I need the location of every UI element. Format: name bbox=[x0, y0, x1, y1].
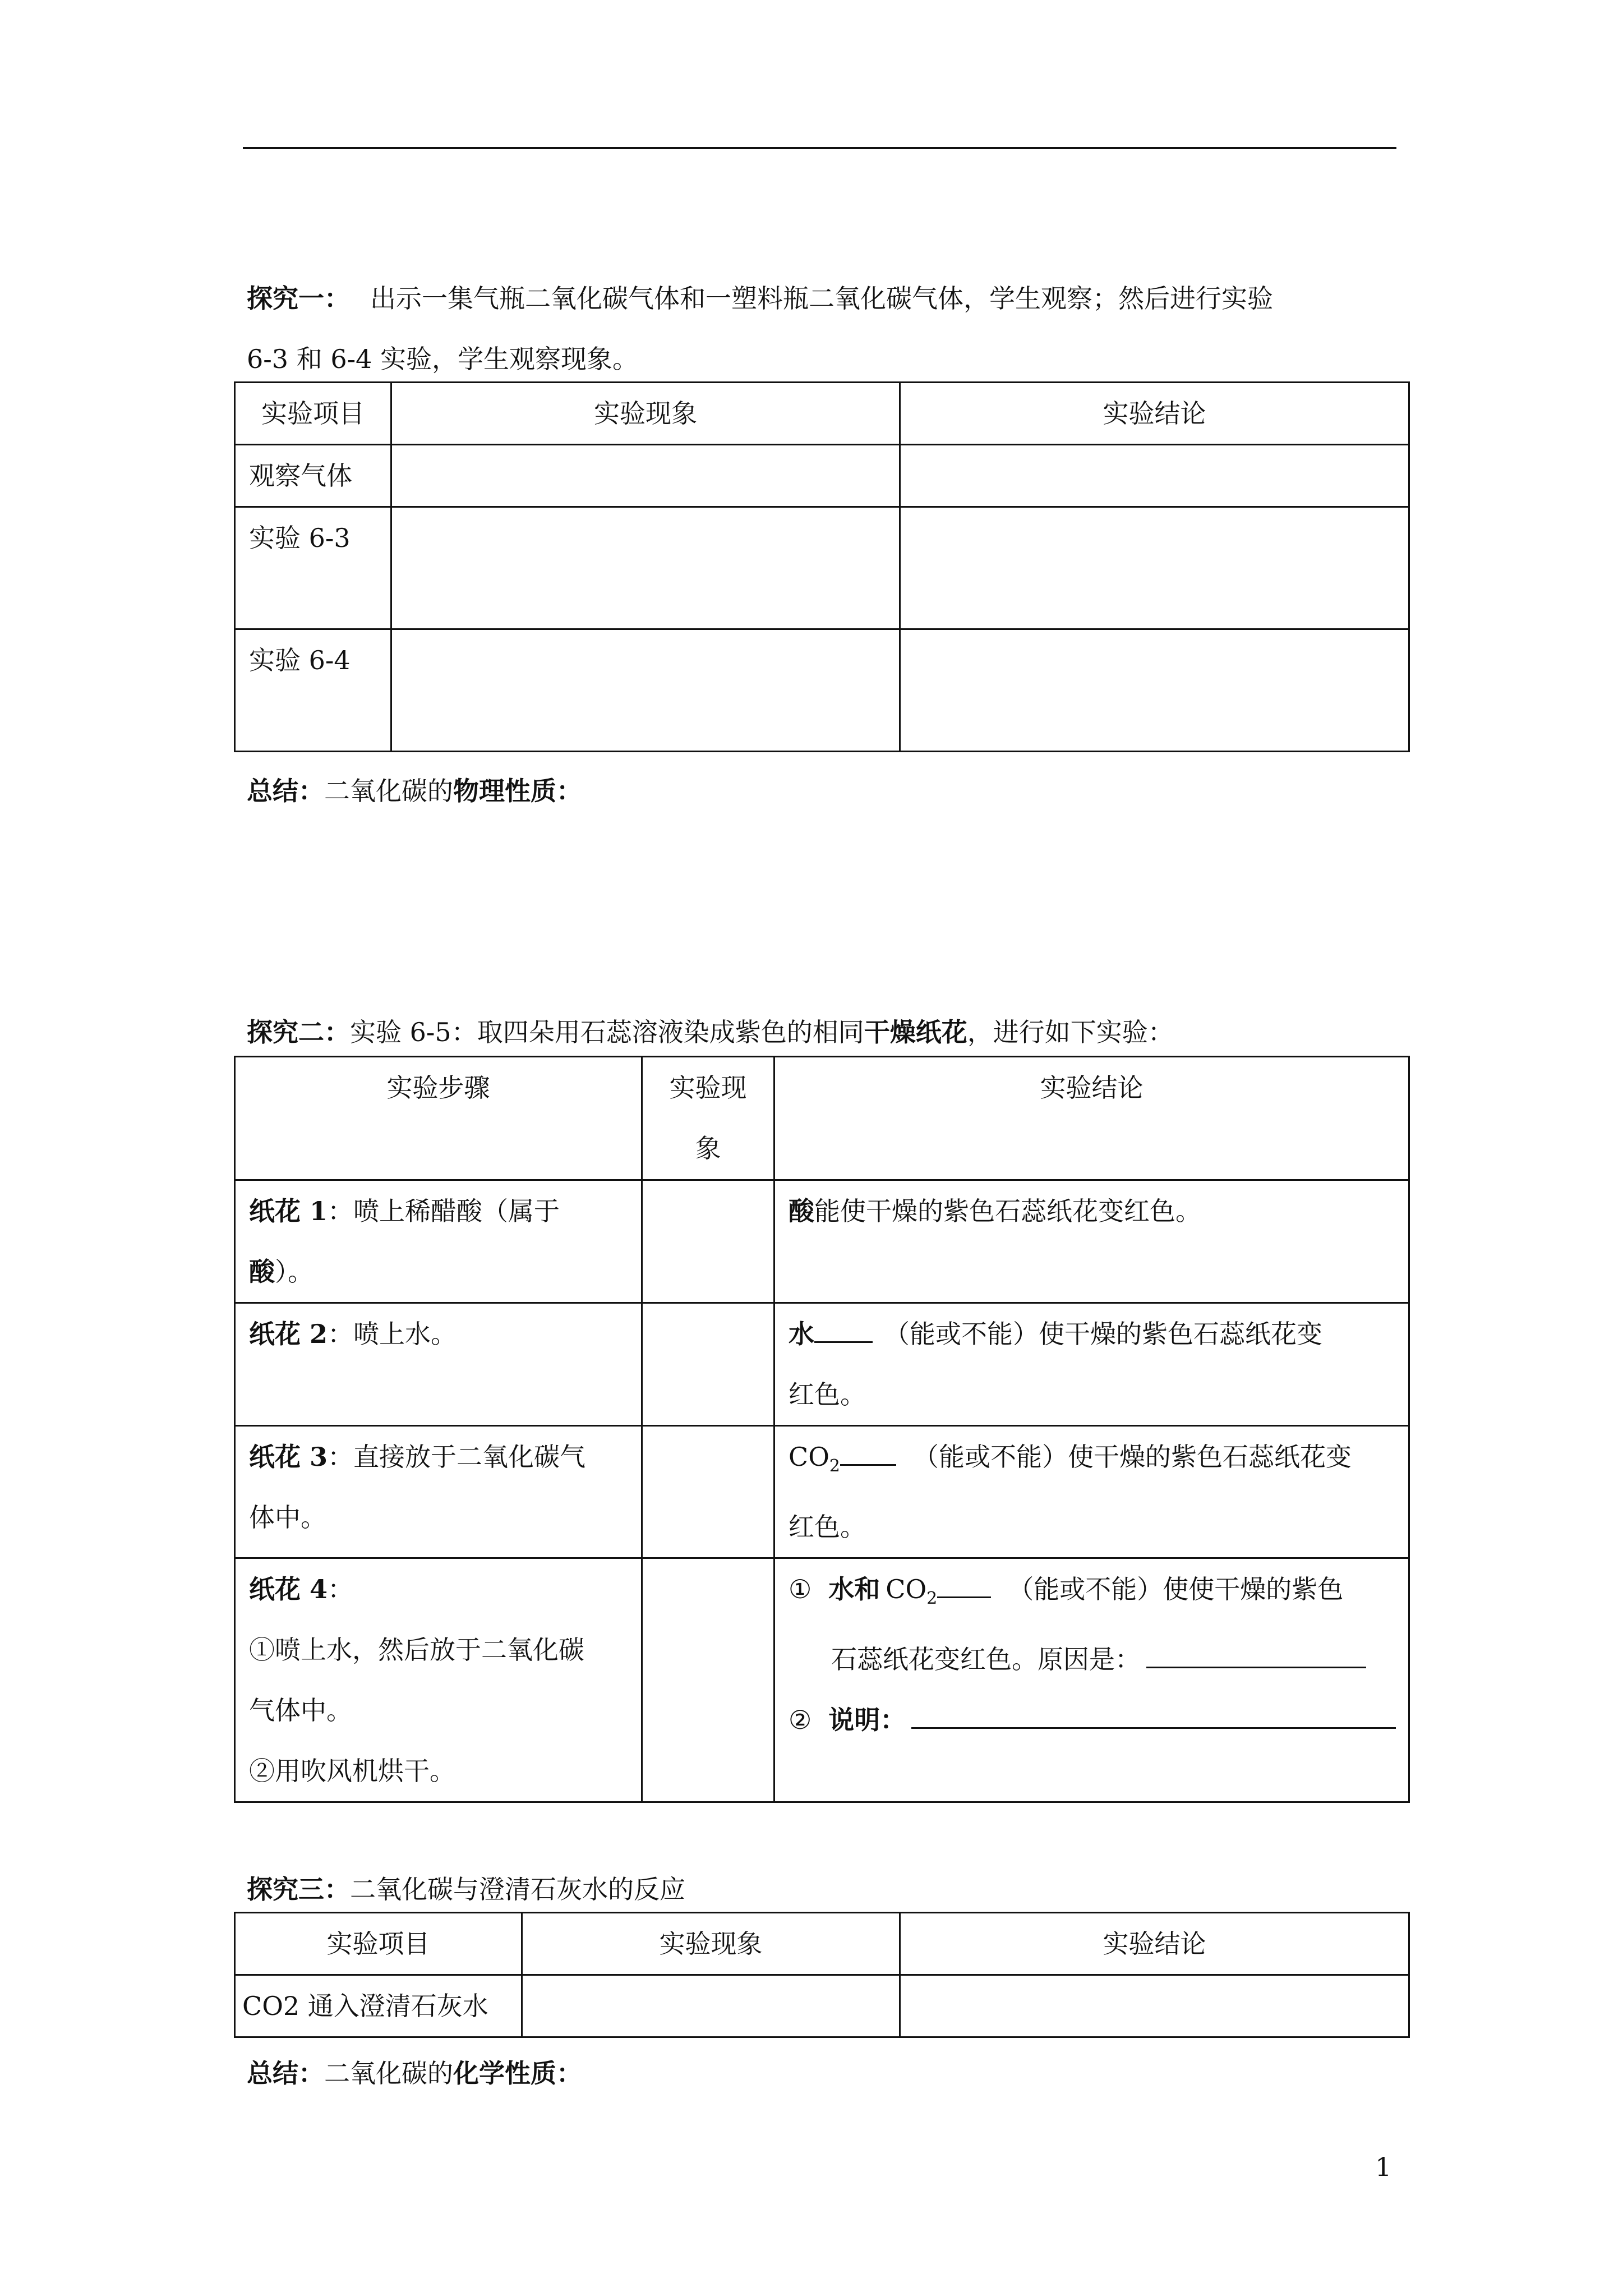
co2-formula: CO bbox=[886, 1574, 927, 1605]
table-header: 实验项目 bbox=[235, 1913, 522, 1975]
co2-subscript: 2 bbox=[926, 1589, 938, 1609]
table-header-row bbox=[235, 1057, 1409, 1180]
section2-table bbox=[234, 1056, 1410, 1803]
table-cell bbox=[391, 445, 900, 507]
phenomenon-cell bbox=[642, 1426, 774, 1558]
step-label: 纸花 4 bbox=[249, 1574, 328, 1605]
header-line: 实验现 bbox=[669, 1073, 747, 1103]
fill-blank[interactable] bbox=[814, 1341, 873, 1343]
conclusion-text: （能或不能）使使干燥的紫色 bbox=[1008, 1574, 1344, 1605]
section1-title: 探究一： bbox=[247, 283, 350, 314]
conclusion-line2: 红色。 bbox=[789, 1379, 866, 1410]
header-rule bbox=[243, 147, 1396, 149]
section1-table bbox=[234, 381, 1410, 752]
step-text: ：喷上稀醋酸（属于 bbox=[328, 1196, 560, 1226]
conclusion-cell bbox=[774, 1180, 1409, 1303]
section2-intro-text: 实验 6-5：取四朵用石蕊溶液染成紫色的相同 bbox=[350, 1017, 864, 1047]
table-cell: CO2 通入澄清石灰水 bbox=[235, 1975, 522, 2037]
summary-label: 总结： bbox=[247, 776, 324, 806]
fill-blank[interactable] bbox=[840, 1464, 896, 1466]
section3-summary bbox=[247, 2043, 1402, 2104]
table-cell bbox=[900, 507, 1409, 629]
table-row bbox=[235, 1303, 1409, 1426]
conclusion-cell bbox=[774, 1558, 1409, 1802]
conclusion-bold: 酸 bbox=[789, 1196, 814, 1226]
conclusion-text: （能或不能）使干燥的紫色石蕊纸花变 bbox=[913, 1442, 1352, 1472]
conclusion-bold: 水和 bbox=[828, 1574, 880, 1605]
table-cell bbox=[391, 507, 900, 629]
table-header: 实验结论 bbox=[774, 1057, 1409, 1180]
section2-intro bbox=[247, 1002, 1402, 1062]
section2-intro-bold: 干燥纸花 bbox=[864, 1017, 967, 1047]
table-header bbox=[642, 1057, 774, 1180]
reason-blank[interactable] bbox=[1146, 1667, 1366, 1668]
fill-blank[interactable] bbox=[937, 1596, 991, 1598]
table-header: 实验现象 bbox=[522, 1913, 900, 1975]
summary-text: 二氧化碳的 bbox=[324, 776, 453, 806]
table-header: 实验结论 bbox=[900, 383, 1409, 445]
table-cell: 观察气体 bbox=[235, 445, 391, 507]
step-line2: 体中。 bbox=[249, 1502, 326, 1533]
section3-title: 探究三： bbox=[247, 1874, 350, 1904]
header-line: 象 bbox=[695, 1133, 721, 1163]
table-cell bbox=[391, 629, 900, 752]
section3-intro-text: 二氧化碳与澄清石灰水的反应 bbox=[350, 1874, 685, 1904]
table-cell: 实验 6-3 bbox=[235, 507, 391, 629]
table-row bbox=[235, 1558, 1409, 1802]
step-item-1-line2: 气体中。 bbox=[249, 1695, 352, 1726]
table-row bbox=[235, 507, 1409, 629]
section2-intro-tail: ，进行如下实验： bbox=[967, 1017, 1174, 1047]
step-text: ：喷上水。 bbox=[328, 1319, 457, 1349]
conclusion-bold: 水 bbox=[789, 1319, 814, 1349]
section1-intro-line2: 6-3 和 6-4 实验，学生观察现象。 bbox=[247, 344, 639, 374]
summary-bold: 化学性质 bbox=[453, 2058, 556, 2088]
table-header-row bbox=[235, 1913, 1409, 1975]
step-cell bbox=[235, 1558, 642, 1802]
table-header: 实验现象 bbox=[391, 383, 900, 445]
co2-subscript: 2 bbox=[829, 1456, 841, 1476]
explanation-label: 说明 bbox=[828, 1705, 880, 1736]
step-bold: 酸 bbox=[249, 1257, 275, 1287]
page-number: 1 bbox=[1375, 2152, 1392, 2182]
table-header: 实验项目 bbox=[235, 383, 391, 445]
table-cell: 实验 6-4 bbox=[235, 629, 391, 752]
step-item-2: ②用吹风机烘干。 bbox=[249, 1756, 455, 1787]
explanation-colon: ： bbox=[880, 1705, 906, 1736]
step-tail: ）。 bbox=[275, 1257, 313, 1287]
summary-label: 总结： bbox=[247, 2058, 324, 2088]
table-row bbox=[235, 1426, 1409, 1558]
section3-table bbox=[234, 1912, 1410, 2038]
table-cell bbox=[522, 1975, 900, 2037]
summary-colon: ： bbox=[556, 776, 582, 806]
table-row bbox=[235, 1975, 1409, 2037]
step-label: 纸花 2 bbox=[249, 1319, 328, 1349]
step-cell bbox=[235, 1303, 642, 1426]
table-cell bbox=[900, 1975, 1409, 2037]
step-colon: ： bbox=[328, 1574, 354, 1605]
table-header-row bbox=[235, 383, 1409, 445]
phenomenon-cell bbox=[642, 1303, 774, 1426]
conclusion-line2: 石蕊纸花变红色。原因是： bbox=[831, 1644, 1141, 1675]
summary-bold: 物理性质 bbox=[453, 776, 556, 806]
item-marker: ① bbox=[789, 1574, 812, 1605]
conclusion-cell bbox=[774, 1303, 1409, 1426]
step-cell bbox=[235, 1180, 642, 1303]
table-row bbox=[235, 445, 1409, 507]
step-label: 纸花 3 bbox=[249, 1442, 328, 1472]
table-header: 实验结论 bbox=[900, 1913, 1409, 1975]
co2-formula: CO bbox=[789, 1442, 829, 1472]
section1-intro-line1: 出示一集气瓶二氧化碳气体和一塑料瓶二氧化碳气体，学生观察；然后进行实验 bbox=[370, 283, 1273, 314]
summary-text: 二氧化碳的 bbox=[324, 2058, 453, 2088]
conclusion-text: （能或不能）使干燥的紫色石蕊纸花变 bbox=[884, 1319, 1322, 1349]
step-cell bbox=[235, 1426, 642, 1558]
summary-colon: ： bbox=[556, 2058, 582, 2088]
step-text: ：直接放于二氧化碳气 bbox=[328, 1442, 586, 1472]
conclusion-text: 能使干燥的紫色石蕊纸花变红色。 bbox=[814, 1196, 1201, 1226]
item-marker: ② bbox=[789, 1705, 812, 1736]
table-row bbox=[235, 629, 1409, 752]
explanation-blank[interactable] bbox=[911, 1727, 1396, 1729]
conclusion-cell bbox=[774, 1426, 1409, 1558]
section2-title: 探究二： bbox=[247, 1017, 350, 1047]
step-item-1: ①喷上水，然后放于二氧化碳 bbox=[249, 1635, 584, 1665]
step-label: 纸花 1 bbox=[249, 1196, 328, 1226]
section1-summary bbox=[247, 761, 1402, 821]
section1-intro bbox=[247, 268, 1402, 389]
conclusion-line2: 红色。 bbox=[789, 1512, 866, 1543]
section3-intro bbox=[247, 1859, 1402, 1920]
table-cell bbox=[900, 445, 1409, 507]
phenomenon-cell bbox=[642, 1558, 774, 1802]
phenomenon-cell bbox=[642, 1180, 774, 1303]
table-cell bbox=[900, 629, 1409, 752]
table-row bbox=[235, 1180, 1409, 1303]
table-header: 实验步骤 bbox=[235, 1057, 642, 1180]
